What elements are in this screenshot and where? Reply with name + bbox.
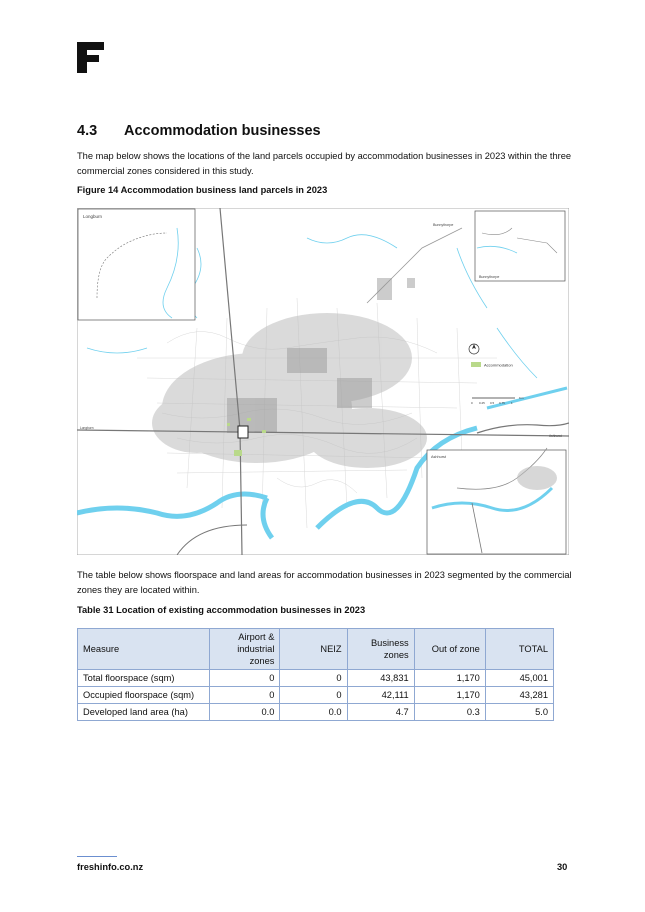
table-cell: 1,170 xyxy=(414,687,485,704)
page-number: 30 xyxy=(557,862,568,872)
footer-rule xyxy=(77,856,117,857)
table-row xyxy=(78,670,554,687)
table-cell: 0.0 xyxy=(280,704,347,721)
map-label-bunnythorpe: Bunnythorpe xyxy=(433,223,454,227)
table-row xyxy=(78,704,554,721)
table-cell: 43,831 xyxy=(347,670,414,687)
section-heading xyxy=(77,123,321,139)
table-cell: Total floorspace (sqm) xyxy=(78,670,210,687)
table-cell: Occupied floorspace (sqm) xyxy=(78,687,210,704)
accommodation-map xyxy=(77,208,569,555)
scale-tick-2: 0.5 xyxy=(490,401,495,405)
section-number: 4.3 xyxy=(77,123,98,139)
inset-bottom-right-label: Ashhurst xyxy=(431,455,446,459)
map-label-road-right: Ashhurst xyxy=(549,434,562,438)
table-cell: Developed land area (ha) xyxy=(78,704,210,721)
header-neiz: NEIZ xyxy=(280,629,347,670)
table-intro-paragraph: The table below shows floorspace and land areas for accommodation businesses in 2023 segmented by the commercial zones they are located within. xyxy=(77,570,572,595)
scale-tick-1: 0.25 xyxy=(479,401,485,405)
table-cell: 0.0 xyxy=(210,704,280,721)
table-caption: Table 31 Location of existing accommodation businesses in 2023 xyxy=(77,605,366,615)
section-title: Accommodation businesses xyxy=(124,123,321,139)
table-header-row xyxy=(78,629,554,670)
table-cell: 0 xyxy=(210,687,280,704)
header-out-of-zone: Out of zone xyxy=(414,629,485,670)
map-label-road-left: Longburn xyxy=(80,426,94,430)
footer-site: freshinfo.co.nz xyxy=(77,862,144,872)
inset-top-left-label: Longburn xyxy=(83,214,103,219)
scale-tick-4: 1 xyxy=(511,401,513,405)
scale-tick-3: 0.75 xyxy=(499,401,505,405)
table-cell: 43,281 xyxy=(485,687,553,704)
table-cell: 0 xyxy=(280,670,347,687)
header-airport-industrial: Airport & industrial zones xyxy=(210,629,280,670)
legend-accommodation-swatch xyxy=(471,362,481,367)
figure-caption: Figure 14 Accommodation business land parcels in 2023 xyxy=(77,185,328,195)
inset-top-right-label: Bunnythorpe xyxy=(479,275,500,279)
header-business-zones: Business zones xyxy=(347,629,414,670)
table-cell: 0.3 xyxy=(414,704,485,721)
table-cell: 5.0 xyxy=(485,704,553,721)
legend-accommodation-label: Accommodation xyxy=(484,362,513,368)
accommodation-table xyxy=(77,628,554,721)
table-cell: 1,170 xyxy=(414,670,485,687)
table-cell: 0 xyxy=(280,687,347,704)
scale-tick-0: 0 xyxy=(471,401,473,405)
brand-logo xyxy=(77,42,104,73)
header-measure: Measure xyxy=(78,629,210,670)
table-cell: 45,001 xyxy=(485,670,553,687)
header-total: TOTAL xyxy=(485,629,553,670)
table-cell: 0 xyxy=(210,670,280,687)
table-cell: 42,111 xyxy=(347,687,414,704)
scale-unit: Km xyxy=(519,396,524,400)
table-row xyxy=(78,687,554,704)
intro-paragraph: The map below shows the locations of the land parcels occupied by accommodation businesses in 2023 within the three commercial zones considered in this study. xyxy=(77,151,572,176)
table-cell: 4.7 xyxy=(347,704,414,721)
